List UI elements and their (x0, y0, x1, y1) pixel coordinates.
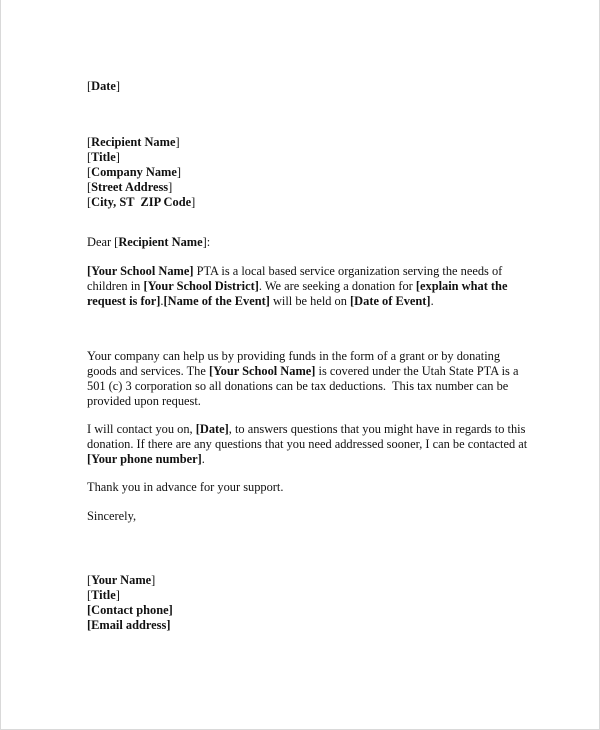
school-name-placeholder: [Your School Name] (87, 264, 194, 278)
paragraph-contact (87, 422, 527, 467)
phone-number-placeholder: [Your phone number] (87, 452, 202, 466)
recipient-name-placeholder: Recipient Name (91, 135, 176, 149)
paragraph-line: Your company can help us by providing funds in the form of a grant or by donating (87, 349, 501, 363)
paragraph-line: [Your School Name] PTA is a local based service organization serving the needs of (87, 264, 503, 278)
paragraph-line: provided upon request. (87, 394, 201, 408)
contact-phone-placeholder: Contact phone (91, 603, 169, 617)
school-name-placeholder: [Your School Name] (208, 364, 316, 378)
event-name-placeholder: [Name of the Event] (163, 294, 270, 308)
event-date-placeholder: [Date of Event] (350, 294, 431, 308)
street-address-placeholder: Street Address (91, 180, 169, 194)
paragraph-line: 501 (c) 3 corporation so all donations can be tax deductions. This tax number can be (87, 379, 509, 393)
recipient-name-line: [Recipient Name] (87, 135, 180, 149)
sender-title-placeholder: Title (91, 588, 116, 602)
paragraph-line: request is for].[Name of the Event] will be held on [Date of Event]. (87, 294, 434, 308)
email-address-line: [Email address] (87, 618, 171, 632)
school-district-placeholder: [Your School District] (143, 279, 259, 293)
paragraph-line: donation. If there are any questions that you need addressed sooner, I can be contacted at (87, 437, 528, 451)
closing-line: Sincerely, (87, 509, 137, 523)
signature-block (87, 573, 173, 633)
paragraph-line: children in [Your School District]. We are seeking a donation for [explain what the (87, 279, 508, 293)
salutation: Dear [Recipient Name]: (87, 235, 211, 249)
date-placeholder: Date (91, 79, 116, 93)
thanks-line: Thank you in advance for your support. (87, 480, 284, 494)
date-line (87, 79, 120, 94)
sender-name-line: [Your Name] (87, 573, 156, 587)
sender-name-placeholder: Your Name (91, 573, 152, 587)
street-address-line: [Street Address] (87, 180, 173, 194)
paragraph-line: [Your phone number]. (87, 452, 205, 466)
city-zip-placeholder: City, ST ZIP Code (91, 195, 192, 209)
sender-title-line: [Title] (87, 588, 120, 602)
city-zip-line: [City, ST ZIP Code] (87, 195, 196, 209)
recipient-block (87, 135, 195, 210)
bracket-open: [ (87, 79, 92, 93)
company-name-placeholder: Company Name (91, 165, 177, 179)
paragraph-line: goods and services. The [Your School Name] is covered under the Utah State PTA is a (87, 364, 519, 378)
company-name-line: [Company Name] (87, 165, 181, 179)
bracket-close: ] (115, 79, 121, 93)
paragraph-request (87, 349, 518, 409)
email-address-placeholder: Email address (91, 618, 167, 632)
contact-phone-line: [Contact phone] (87, 603, 173, 617)
paragraph-intro (87, 264, 507, 309)
paragraph-line: I will contact you on, [Date], to answers questions that you might have in regards to this (87, 422, 526, 436)
recipient-title-line: [Title] (87, 150, 120, 164)
contact-date-placeholder: [Date] (195, 422, 229, 436)
salutation-recipient-placeholder: Recipient Name (118, 235, 203, 249)
request-placeholder: [explain what the (415, 279, 508, 293)
recipient-title-placeholder: Title (91, 150, 116, 164)
